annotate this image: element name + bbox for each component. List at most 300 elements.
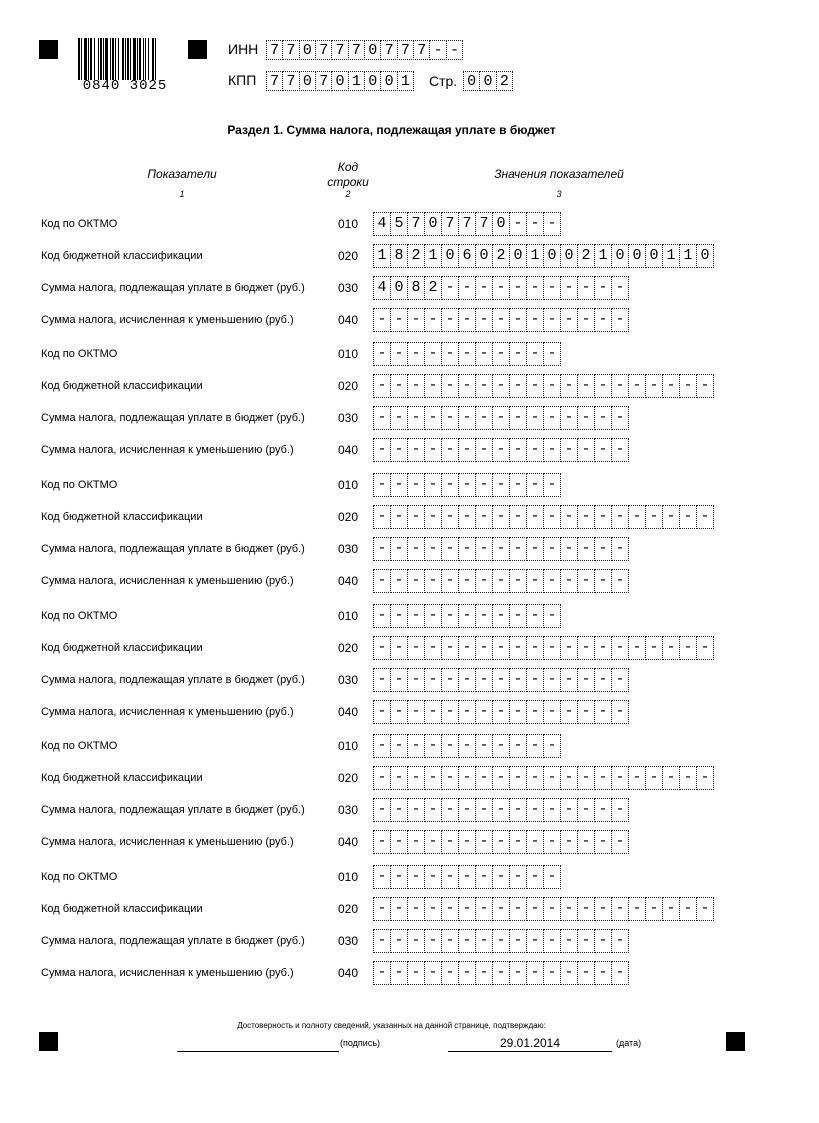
value-cell: - [407, 604, 425, 628]
value-field-kbk[interactable] [373, 766, 713, 790]
value-cell: - [560, 961, 578, 985]
value-cell: - [560, 897, 578, 921]
value-cell: - [611, 308, 629, 332]
digit-cell: 7 [331, 40, 348, 60]
value-cell: - [424, 734, 442, 758]
value-cell: - [526, 700, 544, 724]
value-cell: - [441, 569, 459, 593]
row-label-kbk: Код бюджетной классификации [41, 772, 203, 784]
column-header-code-line1: Код [337, 160, 359, 174]
value-cell: - [441, 636, 459, 660]
value-field-pay[interactable] [373, 798, 628, 822]
value-cell: - [611, 505, 629, 529]
value-cell: - [543, 668, 561, 692]
value-cell: - [645, 636, 663, 660]
value-cell: - [407, 734, 425, 758]
value-cell: - [475, 276, 493, 300]
value-cell: - [509, 636, 527, 660]
value-cell: - [407, 406, 425, 430]
value-cell: - [560, 668, 578, 692]
value-cell: - [373, 374, 391, 398]
value-field-oktmo[interactable] [373, 865, 560, 889]
value-field-reduce[interactable] [373, 961, 628, 985]
value-cell: - [390, 604, 408, 628]
corner-marker-top-right [188, 40, 207, 59]
value-cell: - [390, 897, 408, 921]
value-cell: - [475, 897, 493, 921]
value-cell: - [407, 342, 425, 366]
value-cell: - [679, 374, 697, 398]
row-code-oktmo: 010 [337, 870, 359, 884]
signature-line[interactable] [177, 1051, 339, 1052]
value-cell: 2 [492, 244, 510, 268]
row-label-pay: Сумма налога, подлежащая уплате в бюджет (руб.) [41, 282, 305, 294]
value-cell: - [696, 374, 714, 398]
value-cell: - [611, 766, 629, 790]
row-label-reduce: Сумма налога, исчисленная к уменьшению (руб.) [41, 314, 294, 326]
value-cell: - [390, 308, 408, 332]
value-cell: - [560, 537, 578, 561]
value-cell: - [458, 700, 476, 724]
value-cell: - [679, 897, 697, 921]
row-code-pay: 030 [337, 281, 359, 295]
value-cell: 2 [577, 244, 595, 268]
value-cell: - [475, 569, 493, 593]
value-cell: - [492, 342, 510, 366]
value-cell: - [492, 505, 510, 529]
value-cell: - [509, 766, 527, 790]
row-code-kbk: 020 [337, 641, 359, 655]
value-cell: - [594, 406, 612, 430]
value-cell: 1 [662, 244, 680, 268]
value-cell: - [390, 374, 408, 398]
value-cell: - [577, 766, 595, 790]
value-cell: - [424, 406, 442, 430]
value-cell: - [696, 505, 714, 529]
value-cell: - [492, 569, 510, 593]
value-cell: - [475, 961, 493, 985]
value-cell: - [475, 374, 493, 398]
value-cell: - [407, 961, 425, 985]
value-cell: - [390, 537, 408, 561]
value-cell: - [696, 766, 714, 790]
value-cell: - [424, 505, 442, 529]
digit-cell: 0 [364, 71, 381, 91]
row-label-kbk: Код бюджетной классификации [41, 380, 203, 392]
value-cell: 7 [441, 212, 459, 236]
value-cell: - [611, 438, 629, 462]
column-number-3: 3 [556, 189, 562, 199]
value-cell: - [458, 636, 476, 660]
value-cell: - [577, 569, 595, 593]
value-cell: - [509, 308, 527, 332]
value-cell: 4 [373, 212, 391, 236]
value-cell: - [407, 865, 425, 889]
value-cell: - [390, 830, 408, 854]
value-field-kbk[interactable] [373, 505, 713, 529]
value-cell: - [509, 865, 527, 889]
value-cell: 0 [492, 212, 510, 236]
value-cell: - [407, 569, 425, 593]
value-cell: - [390, 766, 408, 790]
value-field-pay[interactable] [373, 406, 628, 430]
date-line[interactable] [448, 1051, 612, 1052]
column-number-1: 1 [179, 189, 185, 199]
value-field-oktmo[interactable] [373, 734, 560, 758]
value-cell: - [509, 342, 527, 366]
value-cell: - [526, 374, 544, 398]
value-cell: - [662, 505, 680, 529]
value-cell: 4 [373, 276, 391, 300]
value-cell: - [441, 961, 459, 985]
value-cell: - [458, 438, 476, 462]
value-cell: - [594, 505, 612, 529]
value-cell: - [492, 897, 510, 921]
digit-cell: 1 [348, 71, 365, 91]
value-cell: - [543, 766, 561, 790]
value-cell: - [424, 308, 442, 332]
value-cell: - [390, 636, 408, 660]
value-cell: - [628, 374, 646, 398]
value-cell: - [526, 897, 544, 921]
value-cell: - [645, 374, 663, 398]
value-cell: - [373, 636, 391, 660]
value-field-pay[interactable] [373, 537, 628, 561]
value-cell: - [594, 961, 612, 985]
value-cell: - [594, 668, 612, 692]
value-cell: - [458, 668, 476, 692]
value-field-reduce[interactable] [373, 308, 628, 332]
page-number-field[interactable] [463, 71, 512, 91]
value-cell: - [373, 342, 391, 366]
row-code-reduce: 040 [337, 835, 359, 849]
value-field-kbk[interactable] [373, 244, 713, 268]
value-field-kbk[interactable] [373, 636, 713, 660]
value-cell: - [543, 636, 561, 660]
value-cell: - [492, 830, 510, 854]
value-cell: - [509, 961, 527, 985]
value-cell: - [611, 700, 629, 724]
value-cell: - [458, 473, 476, 497]
value-field-kbk[interactable] [373, 374, 713, 398]
value-cell: - [458, 798, 476, 822]
value-cell: - [424, 830, 442, 854]
value-cell: - [594, 276, 612, 300]
value-cell: 0 [441, 244, 459, 268]
value-cell: - [594, 374, 612, 398]
page-label: Стр. [429, 73, 458, 89]
value-cell: - [526, 308, 544, 332]
value-cell: - [441, 505, 459, 529]
value-cell: - [458, 276, 476, 300]
value-cell: - [390, 734, 408, 758]
value-cell: - [441, 537, 459, 561]
value-cell: - [441, 734, 459, 758]
value-cell: - [577, 798, 595, 822]
value-cell: - [543, 438, 561, 462]
value-cell: - [492, 929, 510, 953]
value-cell: - [492, 308, 510, 332]
value-cell: - [424, 700, 442, 724]
value-cell: - [543, 700, 561, 724]
value-field-reduce[interactable] [373, 830, 628, 854]
value-cell: - [407, 766, 425, 790]
row-label-reduce: Сумма налога, исчисленная к уменьшению (руб.) [41, 706, 294, 718]
value-cell: - [543, 212, 561, 236]
value-cell: - [594, 569, 612, 593]
value-cell: - [373, 308, 391, 332]
value-cell: - [594, 897, 612, 921]
value-cell: - [441, 798, 459, 822]
row-code-kbk: 020 [337, 902, 359, 916]
value-cell: - [441, 668, 459, 692]
value-cell: - [560, 438, 578, 462]
value-cell: 1 [594, 244, 612, 268]
value-cell: - [475, 505, 493, 529]
digit-cell: 7 [380, 40, 397, 60]
value-cell: 1 [679, 244, 697, 268]
value-cell: - [543, 798, 561, 822]
value-cell: - [424, 929, 442, 953]
row-code-oktmo: 010 [337, 347, 359, 361]
value-field-pay[interactable] [373, 276, 628, 300]
value-cell: - [696, 897, 714, 921]
value-cell: - [373, 830, 391, 854]
value-cell: - [679, 636, 697, 660]
value-cell: - [509, 798, 527, 822]
digit-cell: 0 [299, 71, 316, 91]
value-cell: - [526, 961, 544, 985]
value-cell: - [577, 438, 595, 462]
value-field-kbk[interactable] [373, 897, 713, 921]
value-cell: - [390, 798, 408, 822]
value-cell: - [509, 276, 527, 300]
kpp-field[interactable] [266, 71, 413, 91]
value-cell: - [628, 505, 646, 529]
row-label-oktmo: Код по ОКТМО [41, 218, 118, 230]
value-cell: - [441, 438, 459, 462]
value-cell: - [509, 537, 527, 561]
value-cell: - [424, 897, 442, 921]
value-field-reduce[interactable] [373, 569, 628, 593]
row-label-pay: Сумма налога, подлежащая уплате в бюджет (руб.) [41, 412, 305, 424]
value-cell: - [390, 865, 408, 889]
value-cell: - [373, 865, 391, 889]
value-cell: - [475, 668, 493, 692]
value-cell: - [441, 406, 459, 430]
value-cell: - [407, 897, 425, 921]
row-code-pay: 030 [337, 803, 359, 817]
value-cell: - [696, 636, 714, 660]
value-cell: - [560, 308, 578, 332]
value-cell: - [611, 830, 629, 854]
row-code-kbk: 020 [337, 510, 359, 524]
value-cell: - [526, 406, 544, 430]
value-cell: - [594, 830, 612, 854]
digit-cell: 0 [380, 71, 397, 91]
value-cell: 0 [696, 244, 714, 268]
value-cell: - [424, 473, 442, 497]
value-cell: - [526, 636, 544, 660]
value-cell: - [526, 438, 544, 462]
value-field-pay[interactable] [373, 929, 628, 953]
value-cell: - [475, 406, 493, 430]
value-cell: 0 [611, 244, 629, 268]
barcode [78, 38, 172, 96]
value-cell: - [543, 604, 561, 628]
value-cell: - [526, 734, 544, 758]
value-cell: 2 [407, 244, 425, 268]
value-cell: - [594, 537, 612, 561]
value-cell: - [526, 865, 544, 889]
value-cell: - [594, 308, 612, 332]
kpp-label: КПП [228, 72, 257, 88]
value-cell: 0 [424, 212, 442, 236]
value-field-oktmo[interactable] [373, 212, 560, 236]
value-cell: - [458, 734, 476, 758]
value-cell: 0 [475, 244, 493, 268]
value-cell: - [424, 961, 442, 985]
value-cell: - [441, 308, 459, 332]
value-cell: 6 [458, 244, 476, 268]
row-code-kbk: 020 [337, 771, 359, 785]
row-label-oktmo: Код по ОКТМО [41, 871, 118, 883]
signature-label: (подпись) [340, 1038, 381, 1048]
value-cell: - [509, 505, 527, 529]
value-cell: - [424, 668, 442, 692]
value-field-oktmo[interactable] [373, 604, 560, 628]
value-cell: - [373, 406, 391, 430]
value-cell: - [509, 212, 527, 236]
value-cell: - [390, 473, 408, 497]
value-cell: - [645, 505, 663, 529]
row-code-pay: 030 [337, 934, 359, 948]
value-cell: - [662, 636, 680, 660]
value-cell: - [390, 961, 408, 985]
value-cell: - [373, 537, 391, 561]
row-label-kbk: Код бюджетной классификации [41, 642, 203, 654]
value-cell: - [577, 636, 595, 660]
value-cell: - [594, 636, 612, 660]
value-cell: - [509, 604, 527, 628]
value-cell: - [458, 308, 476, 332]
value-cell: - [390, 342, 408, 366]
column-header-values: Значения показателей [494, 167, 624, 181]
value-cell: - [492, 865, 510, 889]
row-code-pay: 030 [337, 673, 359, 687]
row-code-kbk: 020 [337, 379, 359, 393]
value-cell: - [373, 961, 391, 985]
value-cell: - [373, 798, 391, 822]
value-cell: - [492, 537, 510, 561]
value-cell: - [407, 668, 425, 692]
value-cell: - [509, 830, 527, 854]
inn-field[interactable] [266, 40, 462, 60]
value-cell: - [407, 798, 425, 822]
value-cell: - [424, 766, 442, 790]
value-cell: - [458, 929, 476, 953]
value-cell: - [475, 766, 493, 790]
digit-cell: 0 [331, 71, 348, 91]
value-cell: - [526, 929, 544, 953]
value-cell: - [543, 865, 561, 889]
row-code-pay: 030 [337, 542, 359, 556]
value-cell: - [492, 374, 510, 398]
value-cell: - [407, 700, 425, 724]
value-cell: - [407, 308, 425, 332]
value-cell: - [441, 766, 459, 790]
value-cell: - [577, 505, 595, 529]
value-cell: 8 [390, 244, 408, 268]
row-label-oktmo: Код по ОКТМО [41, 740, 118, 752]
value-cell: - [662, 374, 680, 398]
value-cell: - [526, 766, 544, 790]
value-cell: - [560, 276, 578, 300]
value-cell: - [424, 569, 442, 593]
value-cell: - [424, 636, 442, 660]
value-cell: - [492, 766, 510, 790]
value-cell: - [509, 668, 527, 692]
value-cell: - [424, 374, 442, 398]
value-field-pay[interactable] [373, 668, 628, 692]
value-cell: - [475, 636, 493, 660]
digit-cell: 7 [315, 71, 332, 91]
value-cell: 5 [390, 212, 408, 236]
value-cell: - [475, 604, 493, 628]
value-cell: - [526, 276, 544, 300]
value-cell: 0 [390, 276, 408, 300]
value-field-reduce[interactable] [373, 700, 628, 724]
value-cell: - [526, 830, 544, 854]
value-cell: - [475, 734, 493, 758]
value-cell: - [424, 537, 442, 561]
value-cell: - [458, 830, 476, 854]
value-field-reduce[interactable] [373, 438, 628, 462]
value-cell: - [407, 505, 425, 529]
value-cell: - [509, 569, 527, 593]
value-cell: - [407, 929, 425, 953]
value-cell: - [492, 961, 510, 985]
value-cell: - [543, 406, 561, 430]
value-cell: - [543, 569, 561, 593]
value-cell: - [373, 604, 391, 628]
value-cell: - [560, 766, 578, 790]
value-field-oktmo[interactable] [373, 473, 560, 497]
value-cell: - [526, 505, 544, 529]
value-cell: - [611, 569, 629, 593]
value-cell: - [577, 537, 595, 561]
column-header-indicators: Показатели [147, 167, 217, 181]
value-cell: - [390, 505, 408, 529]
value-cell: - [611, 961, 629, 985]
value-cell: - [458, 406, 476, 430]
value-cell: - [560, 406, 578, 430]
value-cell: - [509, 897, 527, 921]
value-cell: - [628, 636, 646, 660]
barcode-number: 0840 3025 [82, 78, 168, 94]
digit-cell: 2 [496, 71, 513, 91]
value-cell: - [560, 569, 578, 593]
value-cell: - [458, 374, 476, 398]
row-label-kbk: Код бюджетной классификации [41, 250, 203, 262]
digit-cell: 7 [282, 40, 299, 60]
value-cell: - [390, 700, 408, 724]
value-cell: 8 [407, 276, 425, 300]
value-field-oktmo[interactable] [373, 342, 560, 366]
value-cell: - [373, 668, 391, 692]
value-cell: - [441, 830, 459, 854]
corner-marker-bottom-left [39, 1032, 58, 1051]
